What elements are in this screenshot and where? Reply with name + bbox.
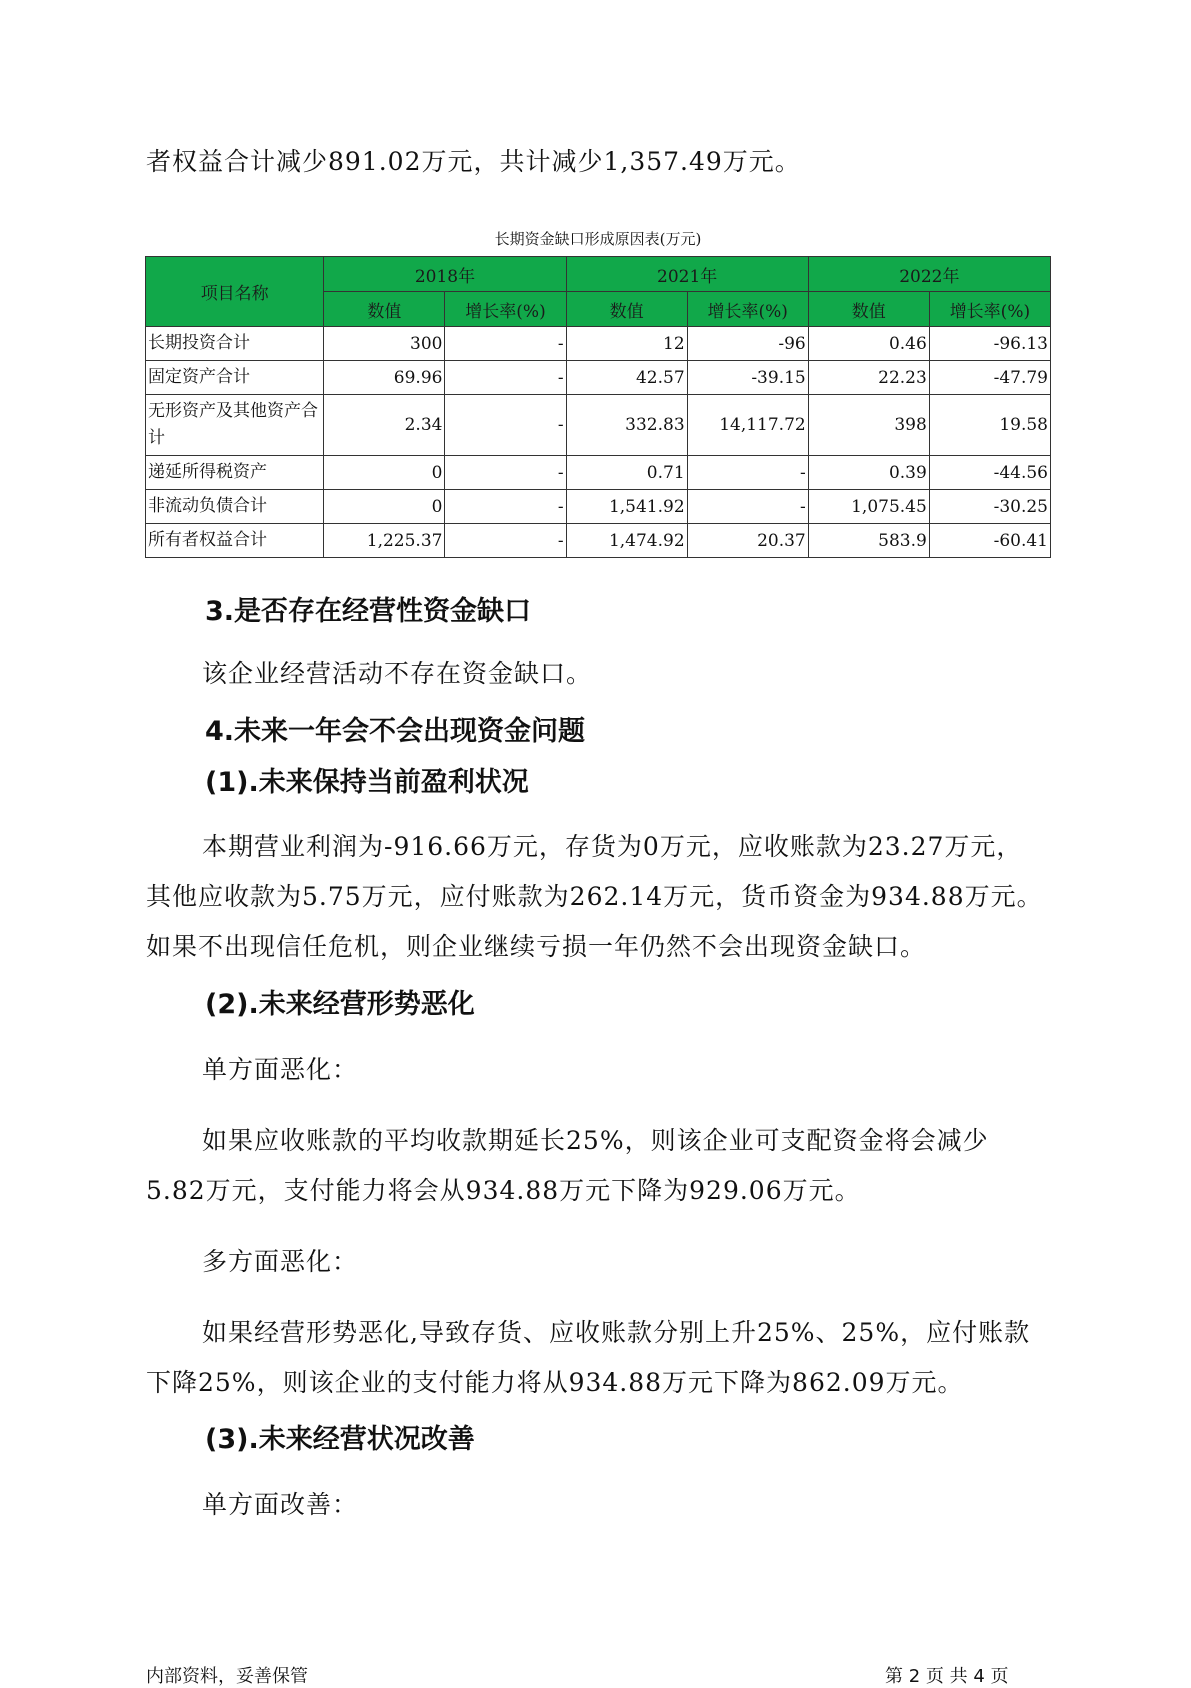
multi-deterioration-label: 多方面恶化： bbox=[202, 1247, 359, 1276]
cell-value-2018: 300 bbox=[324, 327, 445, 361]
table-caption: 长期资金缺口形成原因表(万元) bbox=[494, 230, 702, 248]
cell-value-2018: 0 bbox=[324, 456, 445, 490]
table-row bbox=[146, 327, 1051, 361]
cell-value-2021: 1,474.92 bbox=[566, 524, 687, 558]
cell-growth-2022: -30.25 bbox=[929, 490, 1050, 524]
paragraph-line: 本期营业利润为-916.66万元，存货为0万元，应收账款为23.27万元， bbox=[202, 832, 1023, 861]
header-value: 数值 bbox=[324, 292, 445, 327]
single-improvement-label: 单方面改善： bbox=[202, 1490, 359, 1519]
header-year-2018: 2018年 bbox=[324, 257, 566, 292]
paragraph-line: 如果经营形势恶化,导致存货、应收账款分别上升25%、25%，应付账款 bbox=[202, 1318, 1031, 1347]
header-year-2021: 2021年 bbox=[566, 257, 808, 292]
table-row bbox=[146, 456, 1051, 490]
cell-growth-2022: 19.58 bbox=[929, 395, 1050, 456]
header-growth: 增长率(%) bbox=[929, 292, 1050, 327]
header-value: 数值 bbox=[566, 292, 687, 327]
cell-growth-2022: -44.56 bbox=[929, 456, 1050, 490]
footer-page-number: 第 2 页 共 4 页 bbox=[885, 1666, 1009, 1687]
cell-value-2021: 332.83 bbox=[566, 395, 687, 456]
cell-growth-2018: - bbox=[445, 361, 566, 395]
section-4-3-heading: (3).未来经营状况改善 bbox=[205, 1424, 475, 1455]
paragraph-line: 其他应收款为5.75万元，应付账款为262.14万元，货币资金为934.88万元。 bbox=[146, 882, 1043, 911]
cell-value-2022: 0.39 bbox=[808, 456, 929, 490]
paragraph-line: 5.82万元，支付能力将会从934.88万元下降为929.06万元。 bbox=[146, 1176, 861, 1205]
section-3-text: 该企业经营活动不存在资金缺口。 bbox=[202, 659, 593, 688]
cell-value-2022: 22.23 bbox=[808, 361, 929, 395]
cell-value-2021: 12 bbox=[566, 327, 687, 361]
cell-value-2018: 1,225.37 bbox=[324, 524, 445, 558]
table-row bbox=[146, 490, 1051, 524]
table-row bbox=[146, 524, 1051, 558]
table-row bbox=[146, 395, 1051, 456]
section-4-1-heading: (1).未来保持当前盈利状况 bbox=[205, 767, 529, 798]
row-name: 无形资产及其他资产合计 bbox=[146, 395, 324, 456]
cell-value-2021: 0.71 bbox=[566, 456, 687, 490]
cell-growth-2021: 14,117.72 bbox=[687, 395, 808, 456]
paragraph-line: 如果应收账款的平均收款期延长25%，则该企业可支配资金将会减少 bbox=[202, 1126, 989, 1155]
footer-confidential: 内部资料，妥善保管 bbox=[146, 1666, 308, 1687]
cell-value-2021: 42.57 bbox=[566, 361, 687, 395]
cell-value-2022: 583.9 bbox=[808, 524, 929, 558]
cell-growth-2022: -47.79 bbox=[929, 361, 1050, 395]
section-4-heading: 4.未来一年会不会出现资金问题 bbox=[205, 716, 586, 747]
cell-growth-2021: - bbox=[687, 490, 808, 524]
cell-growth-2018: - bbox=[445, 327, 566, 361]
cell-value-2022: 1,075.45 bbox=[808, 490, 929, 524]
cell-value-2018: 0 bbox=[324, 490, 445, 524]
cell-value-2021: 1,541.92 bbox=[566, 490, 687, 524]
header-growth: 增长率(%) bbox=[687, 292, 808, 327]
single-deterioration-label: 单方面恶化： bbox=[202, 1055, 359, 1084]
section-4-2-heading: (2).未来经营形势恶化 bbox=[205, 989, 475, 1020]
row-name: 长期投资合计 bbox=[146, 327, 324, 361]
header-growth: 增长率(%) bbox=[445, 292, 566, 327]
cell-growth-2021: -96 bbox=[687, 327, 808, 361]
cell-value-2018: 2.34 bbox=[324, 395, 445, 456]
cell-value-2022: 0.46 bbox=[808, 327, 929, 361]
intro-line: 者权益合计减少891.02万元，共计减少1,357.49万元。 bbox=[146, 147, 801, 176]
cell-value-2018: 69.96 bbox=[324, 361, 445, 395]
cell-value-2022: 398 bbox=[808, 395, 929, 456]
header-item-name: 项目名称 bbox=[146, 257, 324, 327]
row-name: 非流动负债合计 bbox=[146, 490, 324, 524]
header-value: 数值 bbox=[808, 292, 929, 327]
row-name: 递延所得税资产 bbox=[146, 456, 324, 490]
cell-growth-2021: -39.15 bbox=[687, 361, 808, 395]
row-name: 所有者权益合计 bbox=[146, 524, 324, 558]
section-3-heading: 3.是否存在经营性资金缺口 bbox=[205, 596, 532, 627]
cell-growth-2018: - bbox=[445, 490, 566, 524]
funding-gap-table bbox=[145, 256, 1051, 558]
cell-growth-2018: - bbox=[445, 456, 566, 490]
cell-growth-2018: - bbox=[445, 524, 566, 558]
paragraph-line: 下降25%，则该企业的支付能力将从934.88万元下降为862.09万元。 bbox=[146, 1368, 964, 1397]
cell-growth-2021: 20.37 bbox=[687, 524, 808, 558]
header-year-2022: 2022年 bbox=[808, 257, 1050, 292]
cell-growth-2021: - bbox=[687, 456, 808, 490]
cell-growth-2022: -60.41 bbox=[929, 524, 1050, 558]
row-name: 固定资产合计 bbox=[146, 361, 324, 395]
paragraph-line: 如果不出现信任危机，则企业继续亏损一年仍然不会出现资金缺口。 bbox=[146, 932, 927, 961]
cell-growth-2018: - bbox=[445, 395, 566, 456]
cell-growth-2022: -96.13 bbox=[929, 327, 1050, 361]
table-row bbox=[146, 361, 1051, 395]
